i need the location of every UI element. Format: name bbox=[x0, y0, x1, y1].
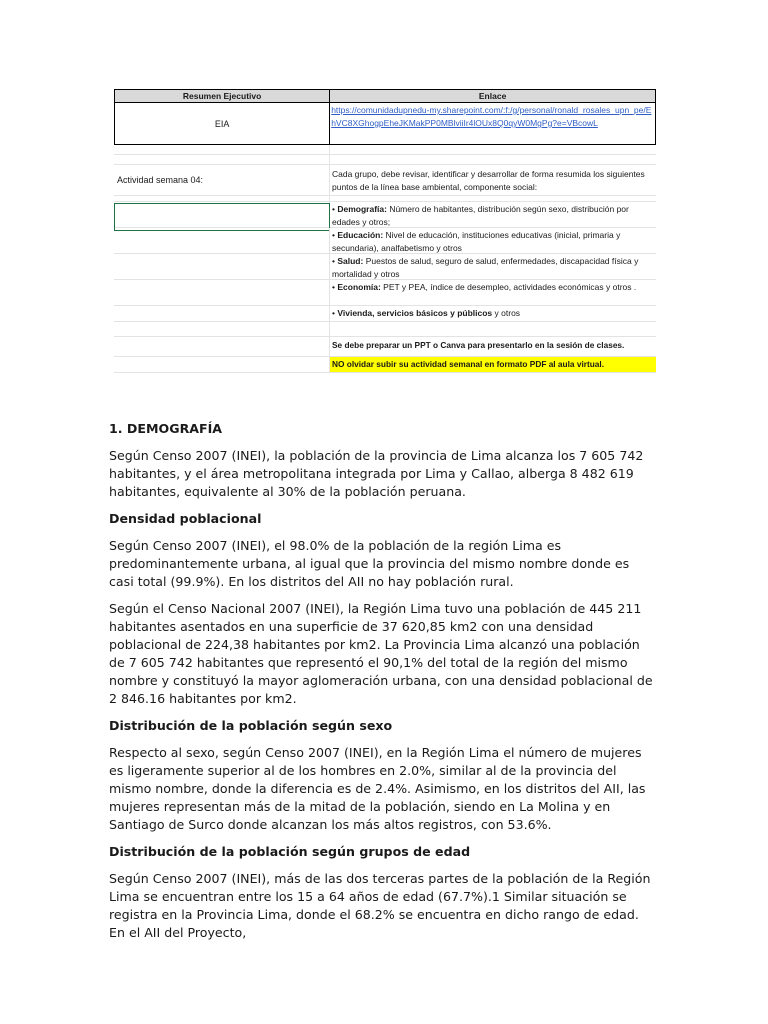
sex-distribution-heading: Distribución de la población según sexo bbox=[109, 718, 393, 733]
bullet-title: Vivienda, servicios básicos y públicos bbox=[337, 308, 493, 318]
bullet-educacion-row bbox=[114, 228, 656, 254]
bullet-title: Economía: bbox=[337, 282, 381, 292]
prepare-note: Se debe preparar un PPT o Canva para presentarlo en la sesión de clases. bbox=[332, 340, 625, 350]
bullet-title: Salud: bbox=[337, 256, 364, 266]
selected-cell[interactable] bbox=[114, 202, 330, 227]
bullet-title: Demografía: bbox=[337, 204, 387, 214]
bullet-symbol: • bbox=[332, 282, 335, 292]
activity-label: Actividad semana 04: bbox=[114, 165, 330, 195]
bullet-text: Puestos de salud, seguro de salud, enfermedades, discapacidad física y mortalidad y otros bbox=[332, 256, 639, 279]
bullet-educacion bbox=[330, 228, 656, 253]
bullet-demografia bbox=[330, 202, 656, 227]
bullet-economia bbox=[330, 280, 656, 305]
bullet-text: Nivel de educación, instituciones educativas (inicial, primaria y secundaria), analfabetismo y otros bbox=[332, 230, 621, 253]
sheet-warning-row bbox=[114, 357, 656, 373]
bullet-text: PET y PEA, índice de desempleo, actividades económicas y otros . bbox=[380, 282, 637, 292]
bullet-text: y otros bbox=[492, 308, 521, 318]
document-body bbox=[109, 420, 657, 951]
bullet-text: Número de habitantes, distribución según sexo, distribución por edades y otros; bbox=[332, 204, 629, 227]
bullet-title: Educación: bbox=[337, 230, 384, 240]
sheet-empty-row bbox=[114, 322, 656, 337]
sheet-link-row bbox=[114, 103, 656, 145]
sheet-prepare-row bbox=[114, 337, 656, 357]
sheet-activity-row bbox=[114, 165, 656, 196]
section-title: 1. DEMOGRAFÍA bbox=[109, 421, 223, 436]
density-heading: Densidad poblacional bbox=[109, 511, 262, 526]
bullet-salud bbox=[330, 254, 656, 279]
header-enlace: Enlace bbox=[478, 91, 507, 101]
eia-label: EIA bbox=[115, 103, 330, 144]
sheet-header-row bbox=[114, 89, 656, 103]
bullet-economia-row bbox=[114, 280, 656, 306]
intro-paragraph: Según Censo 2007 (INEI), la población de la provincia de Lima alcanza los 7 605 742 habitantes, y el área metropolitana integrada por Lima y Callao, alberga 8 482 619 habitantes, equivalente al 30% de la población peruana. bbox=[109, 448, 644, 499]
age-distribution-paragraph: Según Censo 2007 (INEI), más de las dos terceras partes de la población de la Región Lima se encuentran entre los 15 a 64 años de edad (67.7%).1 Similar situación se registra en la Provincia Lima, donde el 68.2% se encuentra en dicho rango de edad. En el AII del Proyecto, bbox=[109, 871, 651, 940]
bullet-salud-row bbox=[114, 254, 656, 280]
bullet-symbol: • bbox=[332, 308, 335, 318]
sheet-empty-row bbox=[114, 145, 656, 155]
activity-instructions: Cada grupo, debe revisar, identificar y desarrollar de forma resumida los siguientes puntos de la línea base ambiental, componente social: bbox=[332, 169, 645, 192]
sharepoint-link[interactable]: https://comunidadupnedu-my.sharepoint.com/:f:/g/personal/ronald_rosales_upn_pe/EhVC8XGhogpEheJKMakPP0MBlviiIr4lOUx8Q0qyW0MgPg?e=VBcowL bbox=[331, 105, 652, 128]
bullet-symbol: • bbox=[332, 204, 335, 214]
density-paragraph-2: Según el Censo Nacional 2007 (INEI), la Región Lima tuvo una población de 445 211 habitantes asentados en una superficie de 37 620,85 km2 con una densidad poblacional de 224,38 habitantes por km2. La Provincia Lima alcanzó una población de 7 605 742 habitantes que representó el 90,1% del total de la región del mismo nombre y constituyó la mayor aglomeración urbana, con una densidad poblacional de 2 846.16 habitantes por km2. bbox=[109, 601, 653, 706]
density-paragraph-1: Según Censo 2007 (INEI), el 98.0% de la población de la región Lima es predominantemente urbana, al igual que la provincia del mismo nombre donde es casi total (99.9%). En los distritos del AII no hay población rural. bbox=[109, 538, 630, 589]
header-resumen-ejecutivo: Resumen Ejecutivo bbox=[115, 90, 330, 102]
cell-selection-border bbox=[114, 203, 330, 231]
sex-distribution-paragraph: Respecto al sexo, según Censo 2007 (INEI), en la Región Lima el número de mujeres es ligeramente superior al de los hombres en 2.0%, similar al de la provincia del mismo nombre, donde la diferencia es de 2.4%. Asimismo, en los distritos del AII, las mujeres representan más de la mitad de la población, siendo en La Molina y en Santiago de Surco donde alcanzan los más altos registros, con 53.6%. bbox=[109, 745, 646, 832]
warning-note-highlighted: NO olvidar subir su actividad semanal en formato PDF al aula virtual. bbox=[330, 357, 656, 372]
embedded-spreadsheet bbox=[114, 89, 656, 373]
bullet-demografia-row bbox=[114, 202, 656, 228]
bullet-symbol: • bbox=[332, 230, 335, 240]
bullet-vivienda-row bbox=[114, 306, 656, 322]
age-distribution-heading: Distribución de la población según grupos de edad bbox=[109, 844, 471, 859]
bullet-vivienda bbox=[330, 306, 656, 321]
sheet-empty-row bbox=[114, 155, 656, 165]
bullet-symbol: • bbox=[332, 256, 335, 266]
